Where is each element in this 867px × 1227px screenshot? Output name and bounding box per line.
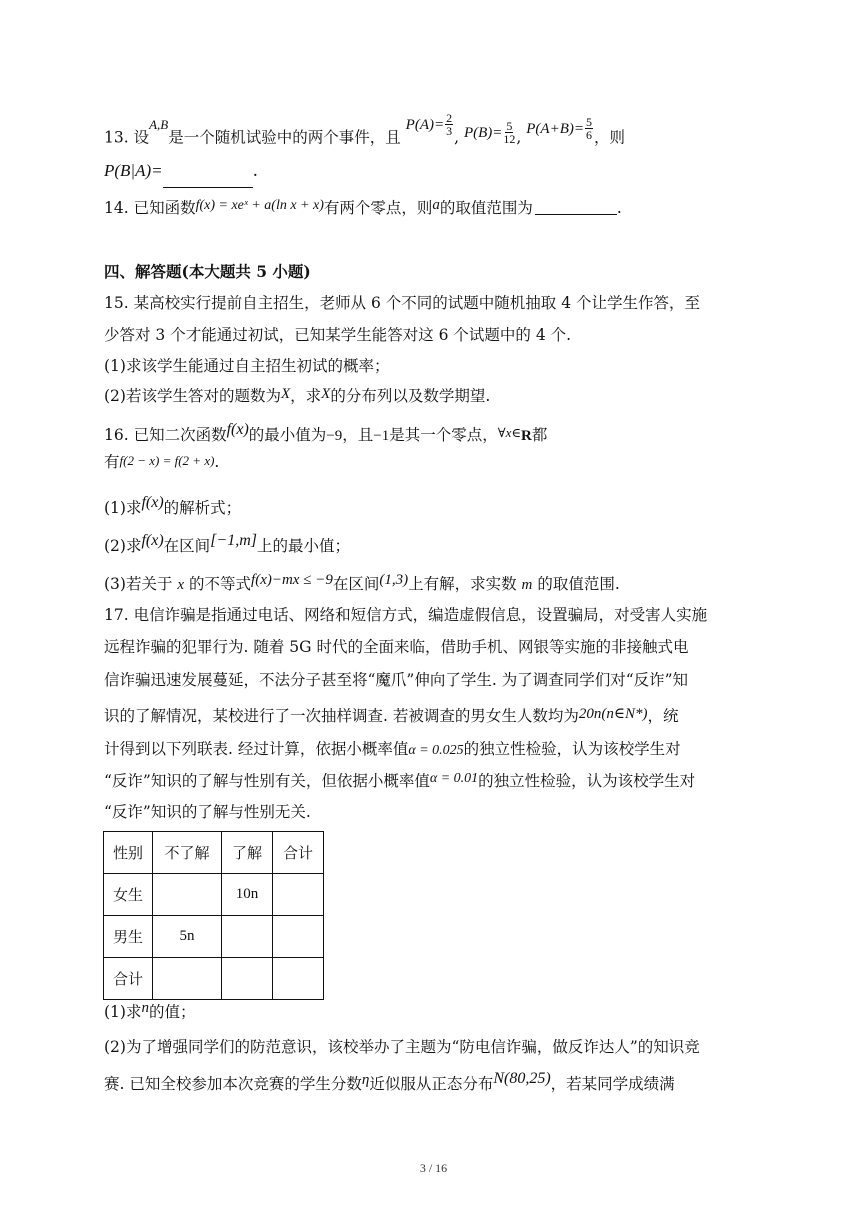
q17-part2-line1: (2)为了增强同学们的防范意识，该校举办了主题为“防电信诈骗，做反诈达人”的知识竞 — [104, 1038, 700, 1056]
q16-part2: (2)求f(x)在区间[−1,m]上的最小值； — [104, 532, 351, 555]
table-cell — [273, 958, 324, 1000]
q16-part1: (1)求f(x)的解析式； — [104, 494, 242, 517]
section-title: 四、解答题(本大题共 5 小题) — [104, 262, 311, 281]
q13-line1: 13. 设$^{A,B}$是一个随机试验中的两个事件，且 P(A)= $\frac{2}{3}$ , P(B)= $\frac{5}{12}$ , P(A+B)= $\frac{5}{6}$ ，则 — [104, 111, 626, 147]
table-cell — [222, 958, 273, 1000]
q16-line1: 16. 已知二次函数f(x)的最小值为−9，且−1是其一个零点，∀x∈R都 — [104, 421, 548, 444]
q13-text2: ，则 — [594, 128, 626, 147]
table-row — [104, 874, 324, 916]
table-cell — [273, 916, 324, 958]
q15-var-x: X — [280, 386, 291, 402]
q17-line2: 远程诈骗的犯罪行为. 随着 5G 时代的全面来临，借助手机、网银等实施的非接触式电 — [104, 638, 689, 656]
q16-fx: f(x) — [226, 421, 249, 438]
q14-text1: 有两个零点，则 — [323, 199, 433, 217]
q15-line1: 15. 某高校实行提前自主招生，老师从 6 个不同的试题中随机抽取 4 个让学生作答，至 — [104, 294, 701, 312]
q16-symmetry: f(2 − x) = f(2 + x) — [119, 453, 215, 468]
table-header-cell: 了解 — [222, 832, 273, 874]
q17-normal-dist: N(80,25) — [493, 1070, 551, 1087]
table-cell: 女生 — [104, 874, 153, 916]
table-cell — [273, 874, 324, 916]
q14-prefix: 14. 已知函数 — [104, 199, 196, 217]
q13-prefix: 13. 设 — [104, 128, 150, 147]
table-header-cell: 不了解 — [153, 832, 222, 874]
q13-pb: P(B)= $\frac{5}{12}$ — [463, 119, 516, 146]
table-cell — [222, 916, 273, 958]
contingency-table — [103, 831, 324, 1000]
table-row — [104, 916, 324, 958]
q17-sample-size: 20n(n∈N*) — [578, 706, 648, 722]
q14-line: 14. 已知函数f(x) = xeˣ + a(ln x + x)有两个零点，则a的取值范围为 . — [104, 197, 622, 217]
q17-line3: 信诈骗迅速发展蔓延，不法分子甚至将“魔爪”伸向了学生. 为了调查同学们对“反诈”知 — [104, 671, 689, 689]
q14-var: a — [432, 197, 440, 213]
table-cell: 5n — [153, 916, 222, 958]
table-cell: 合计 — [104, 958, 153, 1000]
table-header-cell: 合计 — [273, 832, 324, 874]
q16-interval: [−1,m] — [210, 532, 257, 549]
page-number: 3 / 16 — [419, 1161, 448, 1175]
q17-alpha2: α = 0.01 — [429, 771, 479, 786]
table-header-row — [104, 832, 324, 874]
q17-eta: η — [361, 1072, 370, 1088]
q17-part1: (1)求n的值； — [104, 1000, 196, 1021]
q13-pa: P(A)= $\frac{2}{3}$ — [405, 111, 453, 138]
q13-events: A,B — [149, 116, 169, 132]
table-cell — [153, 958, 222, 1000]
q14-answer-blank — [535, 200, 617, 215]
table-cell: 10n — [222, 874, 273, 916]
q13-ask: P(B|A)= — [104, 161, 163, 180]
table-cell: 男生 — [104, 916, 153, 958]
q13-text1: 是一个随机试验中的两个事件，且 — [168, 128, 401, 147]
q17-line4: 识的了解情况，某校进行了一次抽样调查. 若被调查的男女生人数均为20n(n∈N*)，统 — [104, 706, 679, 725]
q13-line2: P(B|A)= . — [104, 160, 258, 188]
q15-line2: 少答对 3 个才能通过初试，已知某学生能答对这 6 个试题中的 4 个. — [104, 326, 572, 344]
table-cell — [153, 874, 222, 916]
q17-alpha1: α = 0.025 — [408, 743, 464, 758]
q16-inequality: f(x)−mx ≤ −9 — [251, 572, 333, 588]
q17-line6: “反诈”知识的了解与性别有关，但依据小概率值α = 0.01的独立性检验，认为该校学生对 — [104, 771, 696, 790]
q14-formula: f(x) = xeˣ + a(ln x + x) — [195, 198, 324, 213]
q15-part1: (1)求该学生能通过自主招生初试的概率； — [104, 357, 390, 375]
q15-part2: (2)若该学生答对的题数为X，求X的分布列以及数学期望. — [104, 386, 491, 405]
q17-line1: 17. 电信诈骗是指通过电话、网络和短信方式，编造虚假信息，设置骗局，对受害人实施 — [104, 606, 708, 624]
table-row — [104, 958, 324, 1000]
q14-text2: 的取值范围为 — [439, 199, 533, 217]
q17-line7: “反诈”知识的了解与性别无关. — [104, 803, 311, 821]
q16-line2: 有f(2 − x) = f(2 + x). — [104, 453, 220, 471]
q13-answer-blank — [163, 173, 253, 188]
q16-part3: (3)若关于 x 的不等式f(x)−mx ≤ −9在区间(1,3)上有解，求实数 m 的取值范围. — [104, 572, 620, 593]
q13-pab: P(A+B)= $\frac{5}{6}$ — [526, 115, 592, 142]
table-header-cell: 性别 — [104, 832, 153, 874]
q17-line5: 计得到以下列联表. 经过计算，依据小概率值α = 0.025的独立性检验，认为该校学生对 — [104, 740, 681, 758]
q17-part2-line2: 赛. 已知全校参加本次竞赛的学生分数η近似服从正态分布N(80,25)，若某同学成绩满 — [104, 1070, 675, 1093]
